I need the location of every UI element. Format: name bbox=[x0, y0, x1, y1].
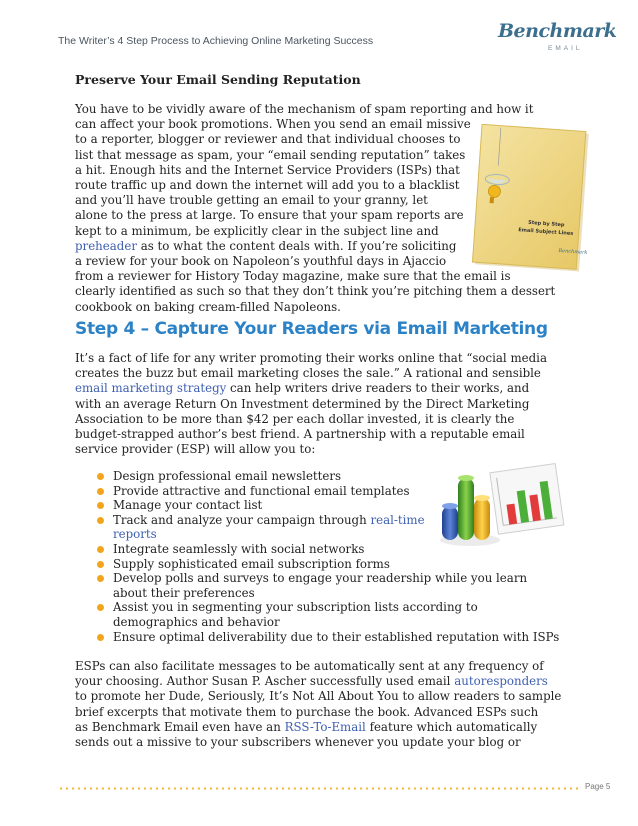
text-line: brief excerpts that motivate them to purchase the book. Advanced ESPs such bbox=[75, 704, 539, 719]
book-title-line2: Email Subject Lines bbox=[518, 227, 574, 237]
real-time-reports-link-cont[interactable]: reports bbox=[113, 527, 157, 542]
rss-to-email-link[interactable]: RSS-To-Email bbox=[284, 719, 366, 734]
ebook-cover-image bbox=[472, 124, 592, 275]
bullet-icon bbox=[97, 517, 104, 524]
real-time-reports-link[interactable]: real-time bbox=[370, 512, 425, 527]
list-item-text: about their preferences bbox=[113, 585, 255, 600]
bullet-icon bbox=[97, 561, 104, 568]
text-line: route traffic up and down the internet will add you to a blacklist bbox=[75, 178, 460, 193]
list-item-text: Integrate seamlessly with social networks bbox=[113, 541, 365, 556]
text-line: alone to the press at large. To ensure that your spam reports are bbox=[75, 208, 464, 223]
bullet-icon bbox=[97, 604, 104, 611]
book-brand: Benchmark bbox=[558, 247, 588, 256]
step4-closing-paragraph bbox=[75, 659, 561, 750]
bullet-icon bbox=[97, 575, 104, 582]
list-item-text: Assist you in segmenting your subscription lists according to bbox=[113, 600, 478, 615]
bullet-icon bbox=[97, 502, 104, 509]
book-title-line1: Step by Step bbox=[527, 219, 565, 229]
list-item-text: demographics and behavior bbox=[113, 614, 280, 629]
bullet-icon bbox=[97, 473, 104, 480]
text-line: It’s a fact of life for any writer promoting their works online that “social media bbox=[75, 351, 547, 365]
text-line bbox=[75, 381, 547, 396]
email-marketing-strategy-link[interactable]: email marketing strategy bbox=[75, 381, 227, 396]
text-line: Association to be more than $42 per each dollar invested, it is clearly the bbox=[75, 411, 515, 426]
text-line: can affect your book promotions. When you send an email missive bbox=[75, 117, 471, 132]
text-line: with an average Return On Investment determined by the Direct Marketing bbox=[75, 396, 530, 411]
list-item-text: Develop polls and surveys to engage your readership while you learn bbox=[113, 571, 528, 586]
logo-wordmark: Benchmark bbox=[498, 20, 617, 42]
text-fragment: as Benchmark Email even have an bbox=[75, 719, 285, 734]
autoresponders-link[interactable]: autoresponders bbox=[454, 674, 548, 689]
list-item-text: Ensure optimal deliverability due to their established reputation with ISPs bbox=[113, 629, 560, 644]
list-item bbox=[97, 630, 559, 645]
text-line: You have to be vividly aware of the mechanism of spam reporting and how it bbox=[75, 102, 534, 116]
document-title: The Writer’s 4 Step Process to Achieving Online Marketing Success bbox=[58, 35, 374, 47]
page-number: Page 5 bbox=[585, 782, 611, 791]
list-item-text: Supply sophisticated email subscription forms bbox=[113, 556, 390, 571]
list-item-text: Provide attractive and functional email templates bbox=[113, 483, 410, 498]
text-line: to a reporter, blogger or reviewer and that individual chooses to bbox=[75, 132, 461, 147]
list-item bbox=[97, 557, 559, 572]
step4-intro-paragraph bbox=[75, 351, 547, 457]
footer-divider bbox=[58, 787, 578, 790]
text-line: a review for your book on Napoleon’s youthful days in Ajaccio bbox=[75, 254, 447, 269]
text-line: budget-strapped author’s best friend. A partnership with a reputable email bbox=[75, 427, 525, 442]
text-line: and you’ll have trouble getting an email to your granny, let bbox=[75, 193, 428, 208]
text-fragment: feature which automatically bbox=[365, 719, 538, 734]
text-line: cookbook on baking cream-filled Napoleons. bbox=[75, 299, 341, 314]
bullet-icon bbox=[97, 634, 104, 641]
logo-subtext: EMAIL bbox=[548, 45, 583, 52]
text-fragment: your choosing. Author Susan P. Ascher successfully used email bbox=[75, 674, 455, 689]
step4-heading: Step 4 – Capture Your Readers via Email Marketing bbox=[75, 319, 548, 339]
text-line: sends out a missive to your subscribers whenever you update your blog or bbox=[75, 735, 521, 750]
text-line: to promote her Dude, Seriously, It’s Not All About You to allow readers to sample bbox=[75, 689, 562, 704]
text-line: service provider (ESP) will allow you to: bbox=[75, 442, 316, 457]
list-item-text: Design professional email newsletters bbox=[113, 469, 342, 483]
bullet-icon bbox=[97, 488, 104, 495]
text-line: clearly identified as such so that they don’t think you’re pitching them a dessert bbox=[75, 284, 556, 299]
benchmark-logo bbox=[498, 20, 617, 64]
text-line: kept to a minimum, be explicitly clear in the subject line and bbox=[75, 223, 439, 238]
list-item-text: Track and analyze your campaign through bbox=[113, 512, 371, 527]
text-line: from a reviewer for History Today magazine, make sure that the email is bbox=[75, 269, 511, 284]
bar-chart-illustration bbox=[436, 460, 568, 550]
bullet-icon bbox=[97, 546, 104, 553]
section-heading-reputation: Preserve Your Email Sending Reputation bbox=[75, 72, 361, 87]
text-line: a hit. Enough hits and the Internet Service Providers (ISPs) that bbox=[75, 162, 460, 177]
preheader-link[interactable]: preheader bbox=[75, 238, 137, 253]
text-line: list that message as spam, your “email sending reputation” takes bbox=[75, 147, 466, 162]
list-item bbox=[97, 600, 559, 629]
text-line bbox=[75, 720, 561, 735]
text-line bbox=[75, 674, 561, 689]
text-fragment: can help writers drive readers to their works, and bbox=[226, 381, 530, 396]
list-item bbox=[97, 571, 559, 600]
text-line: ESPs can also facilitate messages to be automatically sent at any frequency of bbox=[75, 659, 544, 673]
text-line: creates the buzz but email marketing closes the sale.” A rational and sensible bbox=[75, 366, 541, 381]
list-item-text: Manage your contact list bbox=[113, 498, 263, 513]
text-fragment: as to what the content deals with. If you’re soliciting bbox=[136, 238, 457, 253]
